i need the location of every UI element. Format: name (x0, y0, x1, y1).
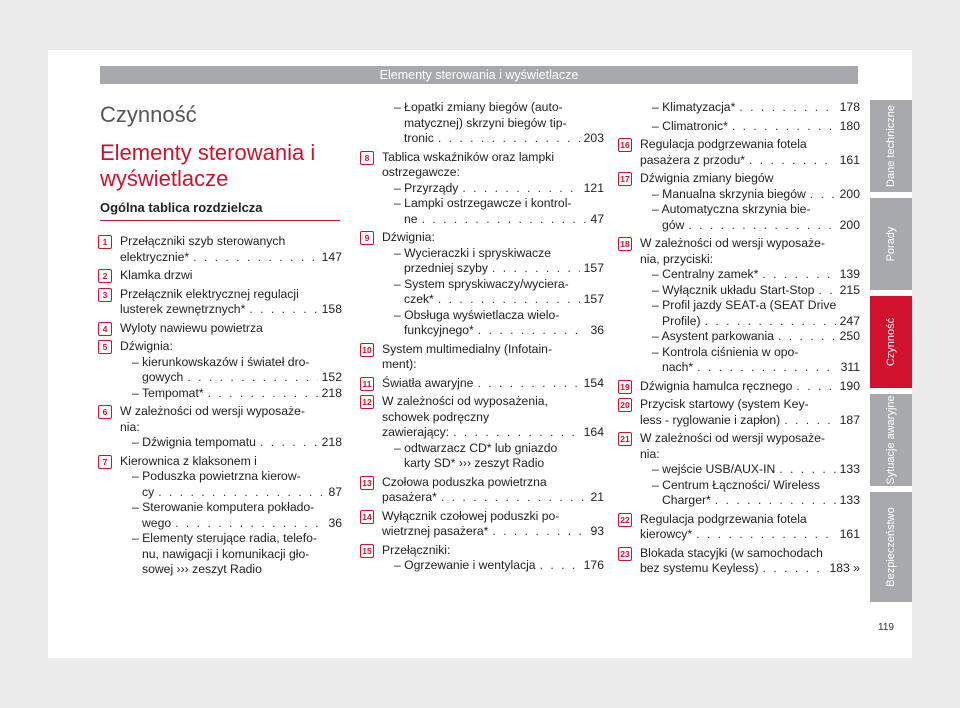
sub-line (640, 202, 860, 218)
sub-line-text: – Centrum Łączności/ Wireless (652, 477, 820, 492)
item-number-badge: 4 (98, 322, 112, 336)
item-line-text: schowek podręczny (382, 409, 490, 424)
list-item (620, 512, 860, 543)
sub-line (120, 500, 342, 516)
page-ref: 178 (839, 100, 860, 114)
item-line-text: elektrycznie* (120, 249, 190, 264)
list-item (100, 454, 342, 578)
item-line-text: W zależności od wersji wyposaże- (640, 236, 825, 250)
sub-line (120, 370, 342, 386)
sub-line-text: czek* (404, 292, 434, 306)
page-ref: 247 (839, 313, 860, 328)
page-ref: 176 (583, 558, 604, 572)
list-item (362, 342, 604, 373)
sub-line-text: – Łopatki zmiany biegów (auto- (394, 100, 563, 114)
sub-line (120, 485, 342, 501)
sub-line-text: wego (142, 515, 172, 530)
leader-dots (732, 119, 836, 135)
item-line (382, 394, 604, 410)
item-line (640, 512, 860, 528)
item-line-text: Światła awaryjne (382, 375, 474, 390)
item-line (382, 524, 604, 540)
item-number-badge: 16 (618, 138, 632, 152)
sub-line-text: – Climatronic* (652, 118, 728, 133)
page-ref: 161 (839, 152, 860, 167)
item-line-text: ment): (382, 357, 417, 371)
sub-line (382, 246, 604, 262)
item-line (382, 425, 604, 441)
page-ref: 93 (590, 524, 604, 538)
list-item (620, 171, 860, 233)
item-line (120, 339, 342, 355)
item-line (640, 397, 860, 413)
sub-line (120, 469, 342, 485)
item-number-badge: 22 (618, 513, 632, 527)
item-line (382, 543, 604, 559)
item-line-text: Kierownica z klaksonem i (120, 453, 257, 468)
item-number-badge: 18 (618, 237, 632, 251)
sub-line (640, 360, 860, 376)
page-ref: 21 (590, 490, 604, 504)
list-item (362, 230, 604, 339)
page-ref: 190 (839, 378, 860, 393)
sub-line-text: – Obsługa wyświetlacza wielo- (394, 307, 560, 322)
leader-dots (462, 181, 579, 197)
sub-line-text: – Ogrzewanie i wentylacja (394, 558, 536, 572)
sub-line-text: – Lampki ostrzegawcze i kontrol- (394, 196, 572, 210)
list-item (100, 268, 342, 284)
leader-dots (705, 314, 836, 330)
sub-line (120, 355, 342, 371)
item-line-text: Przełączniki: (382, 542, 451, 557)
item-line (640, 236, 860, 252)
item-line (382, 342, 604, 358)
tab-czynnosc[interactable]: Czynność (870, 296, 912, 388)
leader-dots (249, 302, 317, 318)
sub-line (382, 131, 604, 147)
page-ref: 215 (839, 282, 860, 297)
item-line-text: kierowcy* (640, 527, 693, 541)
page-ref: 157 (583, 261, 604, 275)
sub-line-text: cy (142, 484, 155, 499)
page-ref: 154 (583, 375, 604, 390)
item-line (120, 404, 342, 420)
leader-dots (818, 283, 835, 299)
list-item (100, 404, 342, 451)
list-item (620, 100, 860, 116)
item-line-text: System multimedialny (Infotain- (382, 341, 553, 356)
page-ref: 157 (583, 292, 604, 306)
sub-line (382, 323, 604, 339)
item-line (640, 413, 860, 429)
tab-dane-techniczne[interactable]: Dane techniczne (870, 100, 912, 192)
sub-line-text: – Wycieraczki i spryskiwacze (394, 245, 552, 260)
item-line (382, 376, 604, 392)
list-item (620, 236, 860, 376)
sub-line-text: – Tempomat* (132, 385, 204, 400)
item-line-text: Klamka drzwi (120, 268, 193, 282)
section-title: Elementy sterowania i wyświetlacze (100, 140, 316, 191)
sub-line (640, 187, 860, 203)
item-line (640, 431, 860, 447)
page-ref: 121 (583, 180, 604, 195)
list-item (620, 379, 860, 395)
item-line-text: pasażera z przodu* (640, 152, 746, 167)
sub-line (382, 277, 604, 293)
item-line (382, 230, 604, 246)
sub-line-text: – Automatyczna skrzynia bie- (652, 202, 811, 216)
sub-line (120, 531, 342, 547)
sub-line-text: przedniej szyby (404, 261, 488, 275)
item-line-text: bez systemu Keyless) (640, 561, 759, 575)
sub-line (382, 456, 604, 472)
item-number-badge: 14 (360, 510, 374, 524)
sub-line-text: – Przyrządy (394, 180, 459, 195)
sub-line-text: ne (404, 211, 418, 226)
list-item (362, 543, 604, 574)
item-line (382, 410, 604, 426)
tab-porady[interactable]: Porady (870, 198, 912, 290)
section-header: Elementy sterowania i wyświetlacze (100, 66, 858, 84)
item-number-badge: 13 (360, 476, 374, 490)
item-line (382, 165, 604, 181)
sub-line-text: – Elementy sterujące radia, telefo- (132, 531, 317, 545)
sub-line-text: – System spryskiwaczy/wyciera- (394, 276, 569, 291)
sub-line-text: karty SD* ››› zeszyt Radio (404, 456, 545, 470)
page-number: 119 (878, 622, 894, 633)
page-ref: 158 (321, 302, 342, 316)
item-line-text: less - ryglowanie i zapłon) (640, 412, 781, 427)
leader-dots (422, 212, 587, 228)
item-number-badge: 9 (360, 231, 374, 245)
subsection-title: Ogólna tablica rozdzielcza (100, 200, 263, 215)
list-item (620, 137, 860, 168)
leader-dots (739, 100, 835, 116)
page-ref: 36 (328, 515, 342, 530)
leader-dots (796, 379, 835, 395)
sub-line (640, 119, 860, 135)
tab-bezpieczenstwo[interactable]: Bezpieczeństwo (870, 492, 912, 602)
sub-line (382, 292, 604, 308)
page-ref: 218 (321, 385, 342, 400)
sub-line-text: gów (662, 217, 685, 232)
leader-dots (688, 218, 835, 234)
page-ref: 187 (839, 412, 860, 427)
sub-line-text: – Sterowanie komputera pokłado- (132, 500, 315, 514)
page-ref: 147 (321, 249, 342, 264)
item-line (120, 234, 342, 250)
item-line-text: Wyloty nawiewu powietrza (120, 320, 263, 335)
item-line-text: zawierający: (382, 425, 450, 439)
list-item (100, 339, 342, 401)
sub-line (640, 100, 860, 116)
item-line-text: Dźwignia zmiany biegów (640, 171, 774, 185)
sub-line-text: – Wyłącznik układu Start-Stop (652, 282, 815, 297)
sub-line (640, 345, 860, 361)
item-line-text: ostrzegawcze: (382, 165, 460, 179)
item-line (640, 252, 860, 268)
item-line (382, 509, 604, 525)
list-item (362, 475, 604, 506)
sub-line-text: – Klimatyzacja* (652, 100, 736, 114)
sub-line-text: nu, nawigacji i komunikacji gło- (142, 546, 310, 561)
page-ref: 161 (839, 527, 860, 541)
leader-dots (762, 267, 835, 283)
item-line-text: Regulacja podgrzewania fotela (640, 137, 807, 151)
item-line (120, 321, 342, 337)
item-number-badge: 2 (98, 269, 112, 283)
page-ref: 87 (328, 484, 342, 499)
item-line-text: Wyłącznik czołowej poduszki po- (382, 508, 560, 523)
page-ref: 152 (321, 370, 342, 384)
sub-line-text: – Centralny zamek* (652, 267, 759, 281)
item-line-text: Dźwignia: (382, 230, 435, 244)
sub-line-text: – wejście USB/AUX-IN (652, 462, 776, 476)
leader-dots (187, 370, 317, 386)
page-ref: 183 » (829, 561, 860, 575)
sub-line (120, 562, 342, 578)
sub-line-text: funkcyjnego* (404, 323, 474, 337)
item-number-badge: 12 (360, 395, 374, 409)
subsection-divider (100, 220, 340, 221)
leader-dots (697, 360, 836, 376)
leader-dots (784, 413, 835, 429)
item-line-text: Tablica wskaźników oraz lampki (382, 149, 555, 164)
sub-line-text: – Manualna skrzynia biegów (652, 186, 806, 201)
item-number-badge: 10 (360, 343, 374, 357)
sub-line (120, 516, 342, 532)
sub-line-text: Profile) (662, 313, 701, 328)
item-line (120, 250, 342, 266)
list-item (362, 100, 604, 147)
item-line-text: lusterek zewnętrznych* (120, 302, 246, 316)
item-number-badge: 8 (360, 151, 374, 165)
page-ref: 250 (839, 329, 860, 343)
item-line-text: Przełączniki szyb sterowanych (120, 234, 286, 248)
leader-dots (763, 561, 826, 577)
item-line (640, 561, 860, 577)
list-item (100, 234, 342, 265)
item-line-text: W zależności od wersji wyposaże- (120, 404, 305, 418)
item-line (120, 268, 342, 284)
sub-line (640, 478, 860, 494)
sub-line-text: – Profil jazdy SEAT-a (SEAT Drive (652, 298, 837, 312)
leader-dots (158, 485, 324, 501)
leader-dots (715, 493, 836, 509)
item-line (640, 546, 860, 562)
leader-dots (193, 250, 318, 266)
item-line-text: nia: (640, 446, 660, 461)
sub-line-text: – Dźwignia tempomatu (132, 435, 256, 449)
list-item (620, 546, 860, 577)
sub-line (640, 298, 860, 314)
sub-line-text: – Asystent parkowania (652, 329, 774, 343)
item-number-badge: 11 (360, 377, 374, 391)
manual-page (48, 50, 912, 658)
sub-line-text: – odtwarzacz CD* lub gniazdo (394, 440, 558, 455)
page-ref: 200 (839, 186, 860, 201)
sub-line (120, 435, 342, 451)
item-line (382, 150, 604, 166)
item-line (640, 153, 860, 169)
item-line (640, 527, 860, 543)
sub-line-text: nach* (662, 360, 694, 374)
sub-line-text: gowych (142, 370, 184, 384)
sub-line (382, 308, 604, 324)
page-ref: 164 (583, 425, 604, 439)
page-ref: 203 (583, 131, 604, 145)
list-item (620, 397, 860, 428)
item-line (640, 171, 860, 187)
leader-dots (779, 462, 835, 478)
leader-dots (478, 323, 587, 339)
item-line (640, 447, 860, 463)
list-item (362, 150, 604, 228)
item-number-badge: 3 (98, 288, 112, 302)
list-item (620, 119, 860, 135)
item-line (382, 490, 604, 506)
leader-dots (453, 425, 580, 441)
page-ref: 139 (839, 267, 860, 281)
page-ref: 36 (590, 323, 604, 337)
leader-dots (260, 435, 318, 451)
item-number-badge: 17 (618, 172, 632, 186)
item-line-text: nia: (120, 419, 140, 434)
page-ref: 200 (839, 217, 860, 232)
item-line-text: Regulacja podgrzewania fotela (640, 511, 807, 526)
sub-line (640, 462, 860, 478)
item-number-badge: 20 (618, 398, 632, 412)
sub-line-text: matycznej) skrzyni biegów tip- (404, 115, 567, 130)
leader-dots (749, 153, 836, 169)
list-item (100, 287, 342, 318)
item-number-badge: 1 (98, 235, 112, 249)
sub-line (382, 558, 604, 574)
page-ref: 218 (321, 435, 342, 449)
sub-line (640, 493, 860, 509)
leader-dots (810, 187, 836, 203)
sub-line (382, 116, 604, 132)
sub-line-text: – kierunkowskazów i świateł dro- (132, 354, 310, 369)
item-number-badge: 19 (618, 380, 632, 394)
sub-line (120, 547, 342, 563)
item-line (382, 475, 604, 491)
sub-line (640, 329, 860, 345)
item-number-badge: 15 (360, 544, 374, 558)
sub-line (382, 441, 604, 457)
sub-line (382, 100, 604, 116)
leader-dots (492, 261, 580, 277)
item-line (640, 137, 860, 153)
sub-line-text: Charger* (662, 493, 711, 507)
item-number-badge: 6 (98, 405, 112, 419)
item-line (120, 454, 342, 470)
sub-line-text: – Poduszka powietrzna kierow- (132, 469, 301, 483)
item-line (640, 379, 860, 395)
item-line-text: pasażera* (382, 490, 437, 504)
item-line-text: Dźwignia hamulca ręcznego (640, 378, 793, 393)
list-item (620, 431, 860, 509)
tab-sytuacje-awaryjne[interactable]: Sytuacje awaryjne (870, 394, 912, 486)
list-item (100, 321, 342, 337)
item-line-text: W zależności od wyposażenia, (382, 394, 548, 408)
sub-line-text: – Kontrola ciśnienia w opo- (652, 344, 799, 359)
page-ref: 133 (839, 493, 860, 507)
page-ref: 180 (839, 118, 860, 133)
page-ref: 47 (590, 211, 604, 226)
leader-dots (175, 516, 324, 532)
item-number-badge: 5 (98, 340, 112, 354)
page-ref: 133 (839, 462, 860, 476)
list-item (362, 376, 604, 392)
item-line (120, 302, 342, 318)
leader-dots (441, 490, 587, 506)
item-line-text: Blokada stacyjki (w samochodach (640, 545, 823, 560)
chapter-title: Czynność (100, 102, 197, 127)
item-line-text: nia, przyciski: (640, 251, 714, 266)
item-line (120, 287, 342, 303)
list-item (362, 394, 604, 472)
leader-dots (540, 558, 580, 574)
sub-line (382, 212, 604, 228)
sub-line (640, 267, 860, 283)
item-number-badge: 7 (98, 455, 112, 469)
item-line-text: wietrznej pasażera* (382, 524, 489, 538)
sub-line (640, 283, 860, 299)
sub-line-text: sowej ››› zeszyt Radio (142, 562, 262, 576)
item-line-text: W zależności od wersji wyposaże- (640, 431, 825, 445)
item-line (120, 420, 342, 436)
leader-dots (696, 527, 836, 543)
sub-line (640, 314, 860, 330)
sub-line-text: tronic (404, 131, 434, 145)
page-ref: 311 (840, 360, 860, 374)
item-line (382, 357, 604, 373)
leader-dots (438, 131, 580, 147)
item-line-text: Przełącznik elektrycznej regulacji (120, 286, 299, 301)
sub-line (120, 386, 342, 402)
leader-dots (438, 292, 580, 308)
item-number-badge: 21 (618, 432, 632, 446)
leader-dots (477, 376, 579, 392)
leader-dots (208, 386, 318, 402)
sub-line (640, 218, 860, 234)
sub-line (382, 261, 604, 277)
list-item (362, 509, 604, 540)
leader-dots (778, 329, 836, 345)
item-line-text: Dźwignia: (120, 339, 173, 353)
sub-line (382, 181, 604, 197)
item-line-text: Przycisk startowy (system Key- (640, 397, 809, 411)
leader-dots (492, 524, 586, 540)
item-number-badge: 23 (618, 547, 632, 561)
sub-line (382, 196, 604, 212)
chapter-tabs (870, 50, 912, 658)
item-line-text: Czołowa poduszka powietrzna (382, 474, 547, 489)
